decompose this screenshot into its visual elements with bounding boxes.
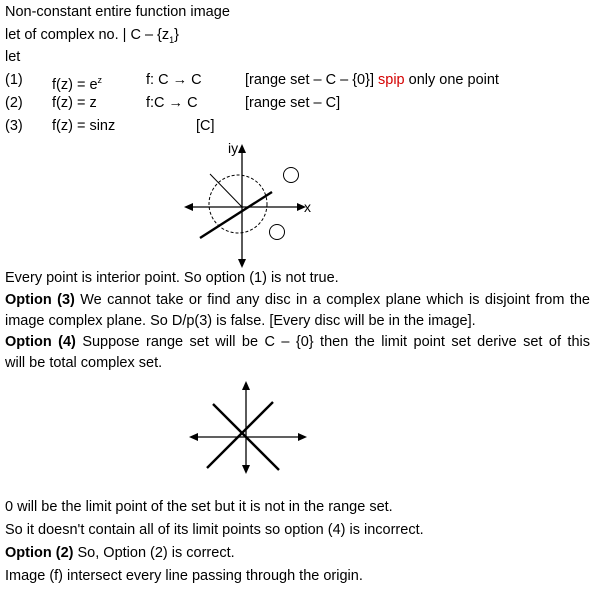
option2-label: Option (2) [5, 545, 74, 561]
x-axis-arrow-right [298, 433, 307, 441]
thick-ray [200, 192, 272, 238]
heading-text: Non-constant entire function image [5, 4, 230, 20]
paragraph-final: Image (f) intersect every line passing through the origin. [5, 568, 363, 584]
y-axis-arrow-down [242, 465, 250, 474]
x-axis-arrow-left [189, 433, 198, 441]
paragraph-option2: Option (2) So, Option (2) is correct. [5, 545, 235, 561]
case-range: [range set – C – {0}] spip only one point [245, 72, 499, 88]
case-range: [range set – C] [245, 95, 341, 111]
paragraph-option1: Every point is interior point. So option (1) is not true. [5, 270, 339, 286]
case-number: (1) [5, 72, 23, 88]
paragraph-conclusion4: So it doesn't contain all of its limit points so option (4) is incorrect. [5, 522, 424, 538]
case-function: $f(z) = e^z$ [52, 75, 103, 93]
case-function: f(z) = z [52, 95, 97, 111]
complex-plane-figure [180, 136, 330, 276]
let-line: let of complex no. | C – $\{z_1\}$ [5, 27, 180, 45]
y-axis-arrow-down [238, 259, 246, 268]
case-map: f: C → C [146, 72, 202, 88]
let-word: let [5, 49, 21, 65]
option3-label: Option (3) [5, 292, 75, 308]
case-number: (2) [5, 95, 23, 111]
case-range: [C] [196, 118, 215, 134]
small-circle-upper [284, 168, 299, 183]
paragraph-option3: Option (3) We cannot take or find any disc in a complex plane which is disjoint from the image complex plane. So D/p(3) is false. [Every disc will be in the image]. [5, 292, 590, 329]
y-axis-arrow-up [238, 144, 246, 153]
option4-label: Option (4) [5, 334, 76, 350]
diagonal-thin-line [210, 174, 242, 207]
case-function: f(z) = sinz [52, 118, 116, 134]
small-circle-lower [270, 225, 285, 240]
y-axis-label: iy [228, 140, 239, 156]
paragraph-limit-point: 0 will be the limit point of the set but it is not in the range set. [5, 499, 393, 515]
thick-line-b [207, 402, 273, 468]
limit-point-figure [185, 378, 315, 478]
case-map: f:C → C [146, 95, 198, 111]
dashed-disc [209, 175, 267, 233]
paragraph-option4: Option (4) Suppose range set will be C – {0} then the limit point set derive set of this will be total complex set. [5, 334, 590, 371]
case-number: (3) [5, 118, 23, 134]
x-axis-arrow-left [184, 203, 193, 211]
y-axis-arrow-up [242, 381, 250, 390]
x-axis-label: x [304, 199, 311, 215]
